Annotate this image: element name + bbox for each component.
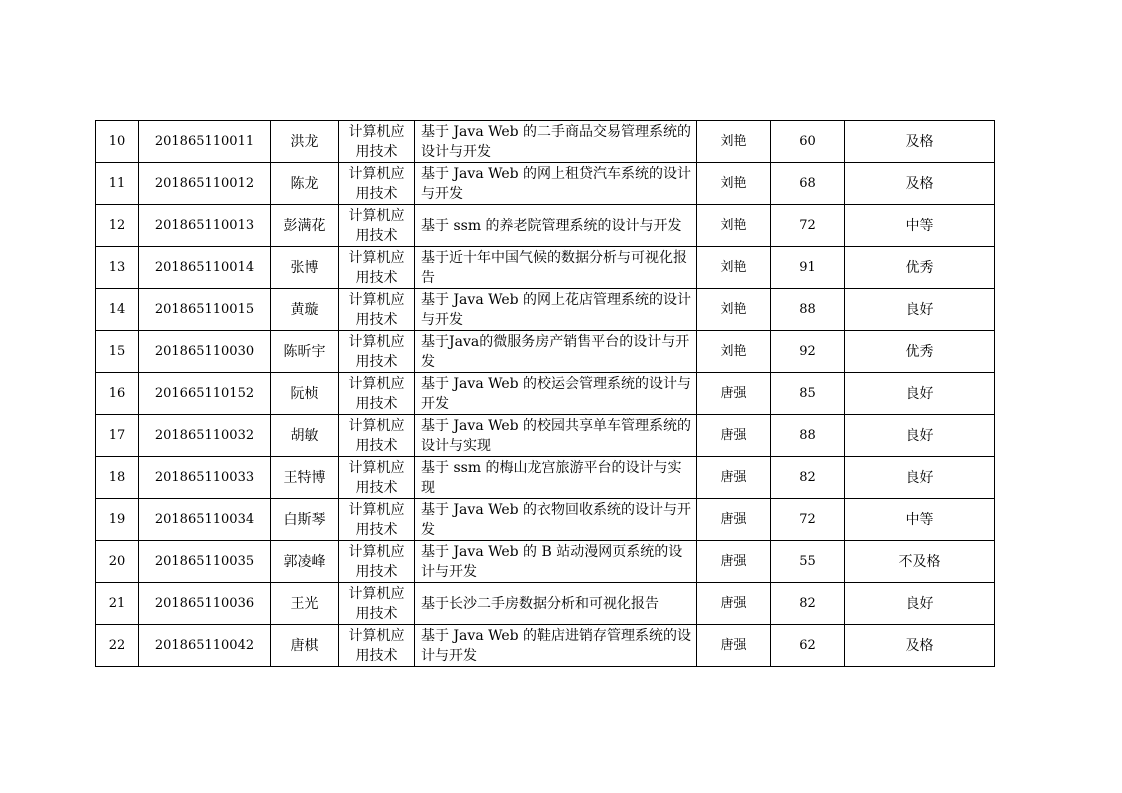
cell-student-id: 201865110042 xyxy=(139,625,271,667)
table-body xyxy=(96,121,995,667)
cell-score: 91 xyxy=(771,247,845,289)
cell-grade: 良好 xyxy=(845,415,995,457)
cell-thesis-title: 基于长沙二手房数据分析和可视化报告 xyxy=(415,583,697,625)
cell-thesis-title: 基于 Java Web 的校运会管理系统的设计与开发 xyxy=(415,373,697,415)
cell-thesis-title: 基于 Java Web 的网上花店管理系统的设计与开发 xyxy=(415,289,697,331)
table-row xyxy=(96,163,995,205)
cell-advisor: 刘艳 xyxy=(697,163,771,205)
cell-advisor: 刘艳 xyxy=(697,121,771,163)
cell-student-name: 彭满花 xyxy=(271,205,339,247)
table-row xyxy=(96,247,995,289)
cell-advisor: 唐强 xyxy=(697,457,771,499)
cell-student-name: 陈昕宇 xyxy=(271,331,339,373)
cell-number: 10 xyxy=(96,121,139,163)
cell-score: 88 xyxy=(771,415,845,457)
cell-student-id: 201865110013 xyxy=(139,205,271,247)
cell-student-name: 郭凌峰 xyxy=(271,541,339,583)
cell-grade: 良好 xyxy=(845,583,995,625)
cell-major: 计算机应用技术 xyxy=(339,625,415,667)
table-row xyxy=(96,331,995,373)
cell-student-name: 洪龙 xyxy=(271,121,339,163)
cell-score: 62 xyxy=(771,625,845,667)
table-row xyxy=(96,541,995,583)
table-row xyxy=(96,625,995,667)
cell-major: 计算机应用技术 xyxy=(339,121,415,163)
cell-score: 72 xyxy=(771,205,845,247)
cell-major: 计算机应用技术 xyxy=(339,457,415,499)
cell-thesis-title: 基于 ssm 的养老院管理系统的设计与开发 xyxy=(415,205,697,247)
cell-thesis-title: 基于 ssm 的梅山龙宫旅游平台的设计与实现 xyxy=(415,457,697,499)
cell-grade: 及格 xyxy=(845,163,995,205)
cell-thesis-title: 基于 Java Web 的二手商品交易管理系统的设计与开发 xyxy=(415,121,697,163)
cell-major: 计算机应用技术 xyxy=(339,583,415,625)
cell-advisor: 刘艳 xyxy=(697,205,771,247)
cell-grade: 良好 xyxy=(845,457,995,499)
cell-thesis-title: 基于 Java Web 的网上租贷汽车系统的设计与开发 xyxy=(415,163,697,205)
cell-score: 82 xyxy=(771,583,845,625)
cell-student-id: 201865110036 xyxy=(139,583,271,625)
cell-thesis-title: 基于 Java Web 的鞋店进销存管理系统的设计与开发 xyxy=(415,625,697,667)
cell-advisor: 唐强 xyxy=(697,499,771,541)
cell-number: 11 xyxy=(96,163,139,205)
cell-number: 19 xyxy=(96,499,139,541)
cell-advisor: 唐强 xyxy=(697,541,771,583)
cell-major: 计算机应用技术 xyxy=(339,499,415,541)
cell-number: 20 xyxy=(96,541,139,583)
cell-number: 15 xyxy=(96,331,139,373)
cell-student-name: 白斯琴 xyxy=(271,499,339,541)
cell-major: 计算机应用技术 xyxy=(339,373,415,415)
cell-student-id: 201865110014 xyxy=(139,247,271,289)
table-row xyxy=(96,457,995,499)
cell-student-id: 201865110032 xyxy=(139,415,271,457)
cell-advisor: 刘艳 xyxy=(697,289,771,331)
table-row xyxy=(96,499,995,541)
cell-grade: 及格 xyxy=(845,625,995,667)
cell-student-id: 201865110012 xyxy=(139,163,271,205)
table-row xyxy=(96,583,995,625)
cell-grade: 良好 xyxy=(845,373,995,415)
cell-student-id: 201865110033 xyxy=(139,457,271,499)
cell-student-id: 201665110152 xyxy=(139,373,271,415)
cell-advisor: 唐强 xyxy=(697,625,771,667)
thesis-grades-table xyxy=(95,120,995,667)
cell-student-id: 201865110015 xyxy=(139,289,271,331)
cell-grade: 中等 xyxy=(845,499,995,541)
cell-student-name: 王光 xyxy=(271,583,339,625)
cell-score: 92 xyxy=(771,331,845,373)
cell-score: 55 xyxy=(771,541,845,583)
cell-student-name: 阮桢 xyxy=(271,373,339,415)
cell-student-id: 201865110034 xyxy=(139,499,271,541)
cell-number: 12 xyxy=(96,205,139,247)
cell-thesis-title: 基于近十年中国气候的数据分析与可视化报告 xyxy=(415,247,697,289)
cell-student-name: 陈龙 xyxy=(271,163,339,205)
cell-score: 72 xyxy=(771,499,845,541)
table-row xyxy=(96,415,995,457)
cell-student-name: 唐棋 xyxy=(271,625,339,667)
cell-advisor: 刘艳 xyxy=(697,331,771,373)
cell-major: 计算机应用技术 xyxy=(339,331,415,373)
cell-major: 计算机应用技术 xyxy=(339,205,415,247)
cell-number: 14 xyxy=(96,289,139,331)
cell-thesis-title: 基于Java的微服务房产销售平台的设计与开发 xyxy=(415,331,697,373)
cell-grade: 优秀 xyxy=(845,247,995,289)
cell-score: 82 xyxy=(771,457,845,499)
cell-thesis-title: 基于 Java Web 的校园共享单车管理系统的设计与实现 xyxy=(415,415,697,457)
cell-major: 计算机应用技术 xyxy=(339,163,415,205)
cell-major: 计算机应用技术 xyxy=(339,415,415,457)
cell-student-id: 201865110011 xyxy=(139,121,271,163)
cell-grade: 优秀 xyxy=(845,331,995,373)
cell-score: 60 xyxy=(771,121,845,163)
cell-number: 13 xyxy=(96,247,139,289)
cell-major: 计算机应用技术 xyxy=(339,247,415,289)
table-row xyxy=(96,121,995,163)
cell-student-name: 张博 xyxy=(271,247,339,289)
cell-score: 88 xyxy=(771,289,845,331)
cell-student-id: 201865110035 xyxy=(139,541,271,583)
cell-grade: 中等 xyxy=(845,205,995,247)
cell-score: 68 xyxy=(771,163,845,205)
cell-score: 85 xyxy=(771,373,845,415)
cell-advisor: 刘艳 xyxy=(697,247,771,289)
table-row xyxy=(96,289,995,331)
cell-number: 18 xyxy=(96,457,139,499)
cell-grade: 不及格 xyxy=(845,541,995,583)
table-row xyxy=(96,373,995,415)
cell-grade: 良好 xyxy=(845,289,995,331)
cell-student-name: 王特博 xyxy=(271,457,339,499)
cell-advisor: 唐强 xyxy=(697,373,771,415)
cell-number: 16 xyxy=(96,373,139,415)
cell-student-id: 201865110030 xyxy=(139,331,271,373)
cell-student-name: 胡敏 xyxy=(271,415,339,457)
cell-major: 计算机应用技术 xyxy=(339,289,415,331)
cell-number: 22 xyxy=(96,625,139,667)
cell-advisor: 唐强 xyxy=(697,583,771,625)
cell-grade: 及格 xyxy=(845,121,995,163)
cell-student-name: 黄璇 xyxy=(271,289,339,331)
cell-number: 17 xyxy=(96,415,139,457)
cell-thesis-title: 基于 Java Web 的 B 站动漫网页系统的设计与开发 xyxy=(415,541,697,583)
cell-thesis-title: 基于 Java Web 的衣物回收系统的设计与开发 xyxy=(415,499,697,541)
cell-advisor: 唐强 xyxy=(697,415,771,457)
cell-number: 21 xyxy=(96,583,139,625)
cell-major: 计算机应用技术 xyxy=(339,541,415,583)
table-row xyxy=(96,205,995,247)
